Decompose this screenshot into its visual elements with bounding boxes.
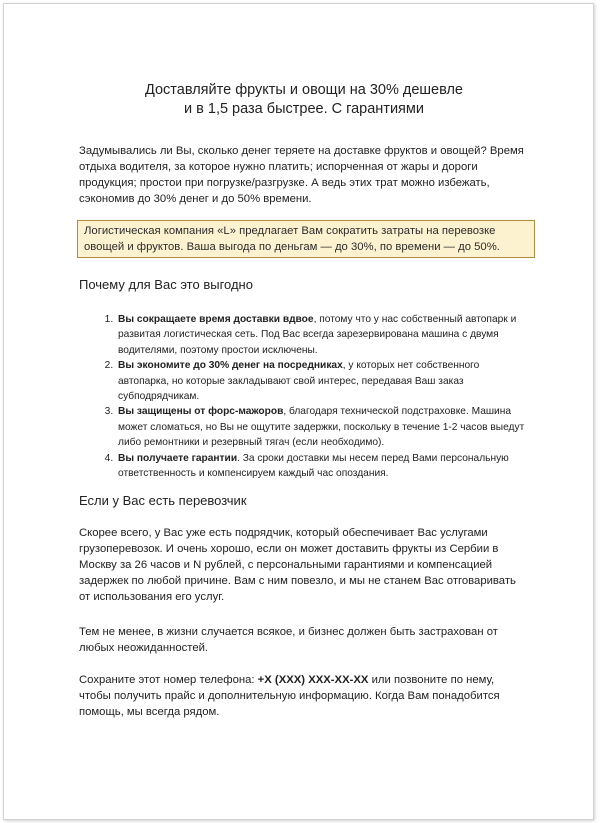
benefit-text: , у которых нет собственного автопарка, но которые закладывают свой интерес, передавая Ваш заказ субподрядчикам. (118, 360, 480, 403)
page-title (79, 81, 529, 119)
title-line-2: и в 1,5 раза быстрее. С гарантиями (184, 101, 424, 117)
list-item (116, 312, 529, 358)
benefit-bold: Вы экономите до 30% денег на посредниках (118, 360, 343, 372)
benefit-text: , благодаря технической подстраховке. Машина может сломаться, но Вы не ощутите задержки, поскольку в течение 1-2 часов выедут либо ремонтники и резервный тягач (если необходимо). (118, 406, 525, 449)
contact-suffix: или позвоните по нему, чтобы получить прайс и дополнительную информацию. Когда Вам понадобится помощь, мы всегда рядом. (79, 674, 500, 718)
list-item (116, 358, 529, 404)
benefits-heading: Почему для Вас это выгодно (79, 277, 253, 292)
contact-prefix: Сохраните этот номер телефона: (79, 674, 258, 686)
carrier-paragraph-2: Тем не менее, в жизни случается всякое, и бизнес должен быть застрахован от любых неожиданностей. (79, 626, 498, 654)
contact-paragraph (79, 672, 529, 720)
intro-paragraph: Задумывались ли Вы, сколько денег теряете на доставке фруктов и овощей? Время отдыха водителя, за которое нужно платить; испорченная от жары и дороги продукция; простои при погрузке/разгрузке. А ведь этих трат можно избежать, сэкономив до 30% денег и до 50% времени. (79, 145, 524, 205)
benefit-text: , потому что у нас собственный автопарк и развитая логистическая сеть. Под Вас всегда зарезервирована машина с двумя водителями, поэтому простои исключены. (118, 314, 517, 356)
benefit-bold: Вы сокращаете время доставки вдвое (118, 314, 314, 325)
document-page (3, 3, 594, 820)
title-line-1: Доставляйте фрукты и овощи на 30% дешевле (145, 82, 463, 98)
benefit-text: . За сроки доставки мы несем перед Вами персональную ответственность и компенсируем каждый час опоздания. (118, 452, 509, 480)
contact-phone: +X (XXX) XXX-XX-XX (257, 674, 369, 686)
benefit-bold: Вы защищены от форс-мажоров (118, 406, 284, 418)
benefits-list (79, 312, 529, 481)
carrier-heading: Если у Вас есть перевозчик (79, 493, 247, 508)
list-item (116, 404, 529, 450)
highlight-box: Логистическая компания «L» предлагает Вам сократить затраты на перевозке овощей и фруктов. Ваша выгода по деньгам — до 30%, по времени — до 50%. (77, 220, 535, 258)
carrier-paragraph-1: Скорее всего, у Вас уже есть подрядчик, который обеспечивает Вас услугами грузоперевозок. И очень хорошо, если он может доставить фрукты из Сербии в Москву за 26 часов и N рублей, с персональными гарантиями и компенсацией задержек по любой причине. Вам с ним повезло, и мы не станем Вас отговаривать от использования его услуг. (79, 527, 516, 603)
benefit-bold: Вы получаете гарантии (118, 452, 238, 464)
list-item (116, 451, 529, 482)
